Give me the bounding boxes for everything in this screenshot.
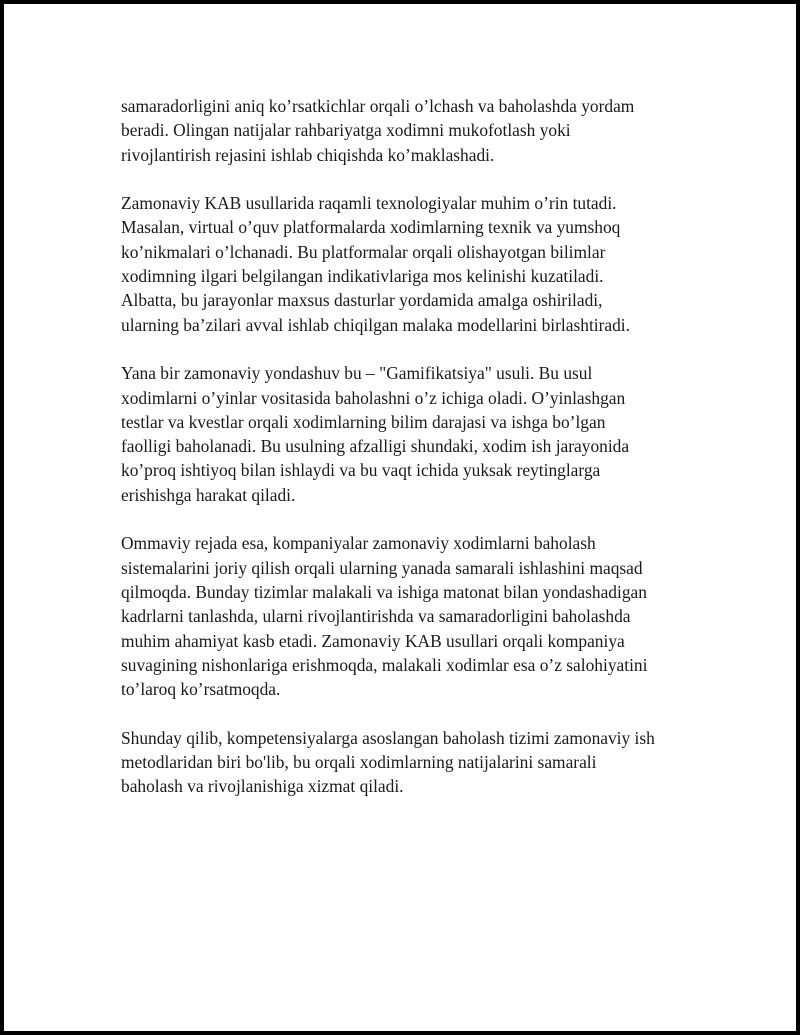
text-line: Shunday qilib, kompetensiyalarga asoslangan baholash tizimi zamonaviy ish	[121, 727, 655, 748]
text-line: qilmoqda. Bunday tizimlar malakali va ishiga matonat bilan yondashadigan	[121, 581, 647, 602]
text-line: baholash va rivojlanishiga xizmat qiladi.	[121, 776, 404, 797]
text-line: rivojlantirish rejasini ishlab chiqishda ko’maklashadi.	[121, 144, 495, 165]
text-line: muhim ahamiyat kasb etadi. Zamonaviy KAB usullari orqali kompaniya	[121, 630, 625, 651]
text-line: Yana bir zamonaviy yondashuv bu – "Gamifikatsiya" usuli. Bu usul	[121, 363, 593, 384]
text-line: kadrlarni tanlashda, ularni rivojlantirishda va samaradorligini baholashda	[121, 606, 631, 627]
text-line: Albatta, bu jarayonlar maxsus dasturlar yordamida amalga oshiriladi,	[121, 290, 603, 311]
text-line: to’laroq ko’rsatmoqda.	[121, 679, 281, 700]
text-line: sistemalarini joriy qilish orqali ularning yanada samarali ishlashini maqsad	[121, 557, 643, 578]
text-line: suvagining nishonlariga erishmoqda, malakali xodimlar esa o’z salohiyatini	[121, 654, 648, 675]
paragraph-2	[121, 191, 711, 337]
text-line: xodimning ilgari belgilangan indikativlariga mos kelinishi kuzatiladi.	[121, 266, 604, 287]
paragraph-3	[121, 361, 711, 507]
text-line: metodlaridan biri bo'lib, bu orqali xodimlarning natijalarini samarali	[121, 752, 597, 773]
paragraph-1	[121, 94, 711, 167]
paragraph-5	[121, 726, 711, 799]
text-line: Zamonaviy KAB usullarida raqamli texnologiyalar muhim o’rin tutadi.	[121, 193, 617, 214]
text-line: samaradorligini aniq ko’rsatkichlar orqali o’lchash va baholashda yordam	[121, 96, 635, 116]
text-line: erishishga harakat qiladi.	[121, 484, 296, 505]
text-line: xodimlarni o’yinlar vositasida baholashni o’z ichiga oladi. O’yinlashgan	[121, 387, 626, 408]
text-line: ko’nikmalari o’lchanadi. Bu platformalar orqali olishayotgan bilimlar	[121, 241, 606, 262]
text-line: beradi. Olingan natijalar rahbariyatga xodimni mukofotlash yoki	[121, 120, 571, 141]
document-body	[121, 94, 711, 823]
text-line: Ommaviy rejada esa, kompaniyalar zamonaviy xodimlarni baholash	[121, 533, 596, 554]
text-line: faolligi baholanadi. Bu usulning afzalligi shundaki, xodim ish jarayonida	[121, 436, 630, 457]
text-line: Masalan, virtual o’quv platformalarda xodimlarning texnik va yumshoq	[121, 217, 621, 238]
text-line: ularning ba’zilari avval ishlab chiqilgan malaka modellarini birlashtiradi.	[121, 314, 630, 335]
paragraph-4	[121, 531, 711, 701]
text-line: ko’proq ishtiyoq bilan ishlaydi va bu vaqt ichida yuksak reytinglarga	[121, 460, 601, 481]
text-line: testlar va kvestlar orqali xodimlarning bilim darajasi va ishga bo’lgan	[121, 411, 606, 432]
